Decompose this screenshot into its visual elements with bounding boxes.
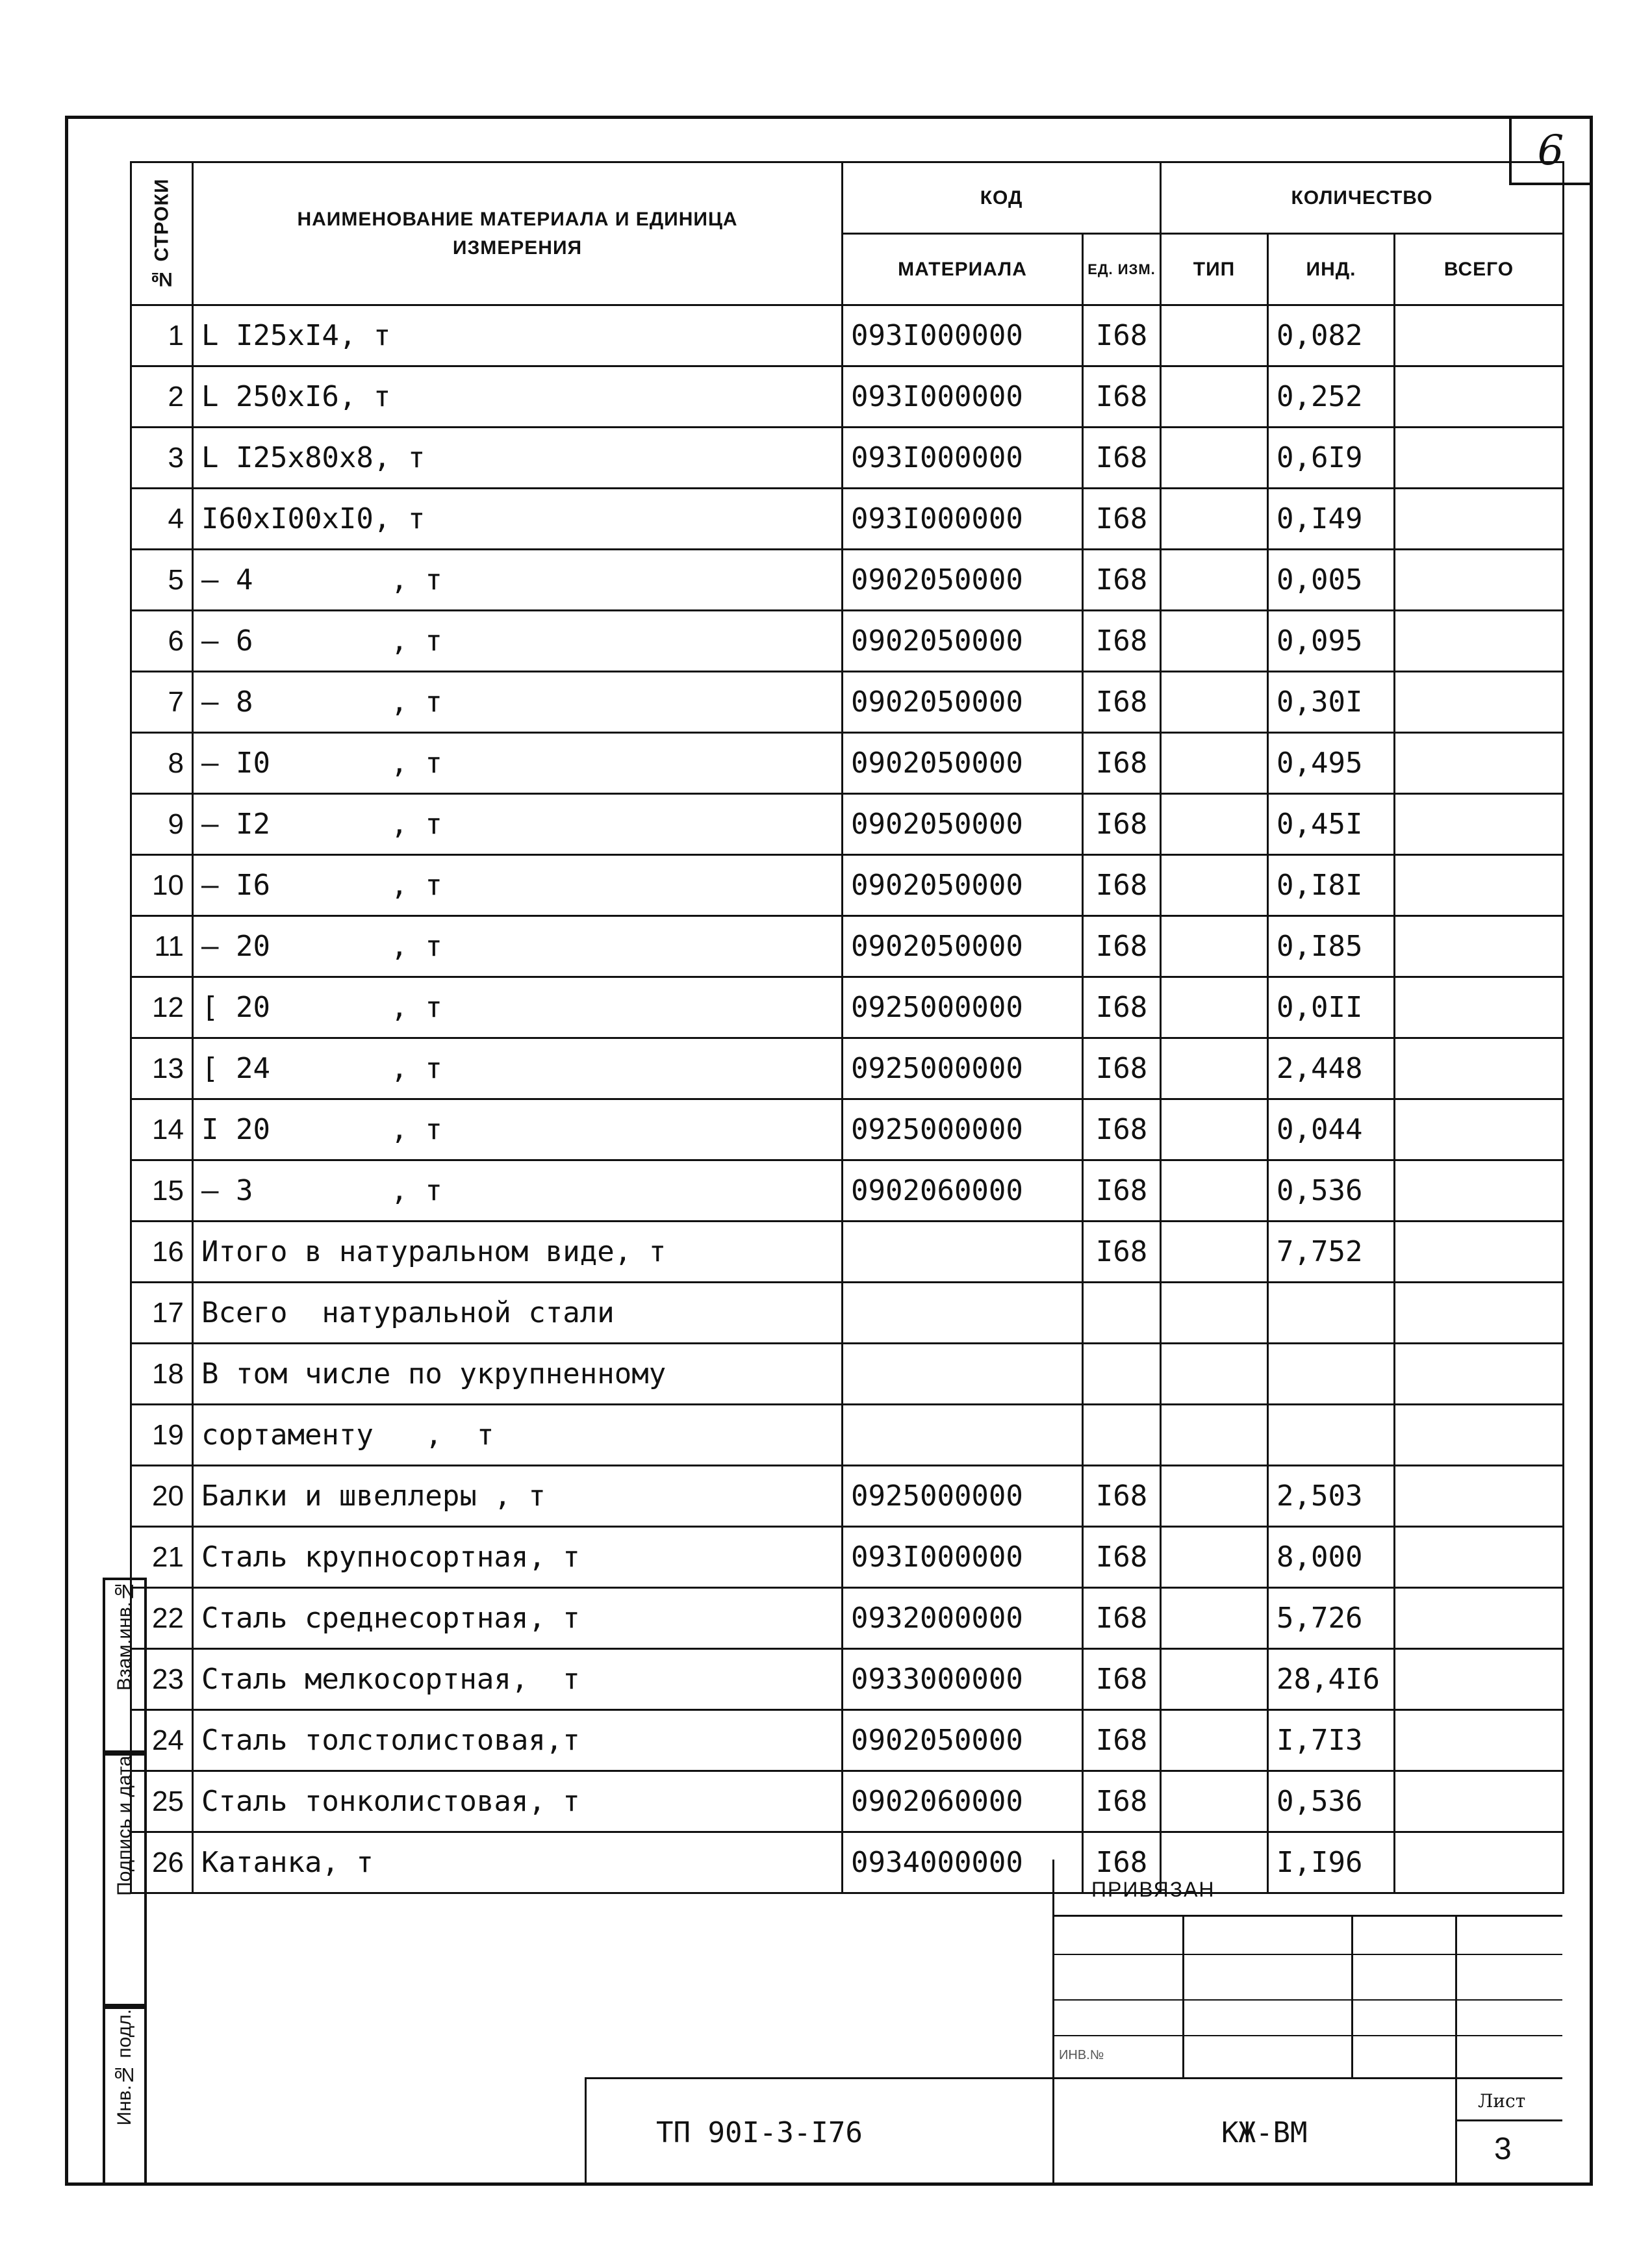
material-code: 0902060000	[843, 1160, 1083, 1222]
unit-code: I68	[1083, 1771, 1161, 1832]
material-name: – I0 , т	[193, 733, 843, 794]
side-label-inv-text: Инв.№ подл.	[114, 2009, 135, 2126]
qty-total	[1395, 794, 1564, 855]
table-row	[131, 1099, 1564, 1160]
unit-code: I68	[1083, 855, 1161, 916]
material-name: Катанка, т	[193, 1832, 843, 1893]
table-row	[131, 1771, 1564, 1832]
qty-type	[1161, 489, 1268, 550]
qty-ind: 0,082	[1268, 305, 1395, 366]
row-number: 1	[131, 305, 193, 366]
material-name: [ 24 , т	[193, 1038, 843, 1099]
qty-ind: 0,044	[1268, 1099, 1395, 1160]
table-row	[131, 1710, 1564, 1771]
header-code-unit: ЕД. ИЗМ.	[1083, 234, 1161, 305]
list-number: 3	[1494, 2132, 1512, 2166]
qty-ind: 8,000	[1268, 1527, 1395, 1588]
unit-code: I68	[1083, 428, 1161, 489]
material-name: I 20 , т	[193, 1099, 843, 1160]
qty-type	[1161, 1405, 1268, 1466]
material-name: В том числе по укрупненному	[193, 1344, 843, 1405]
side-label-vzam	[103, 1578, 147, 1753]
list-label: Лист	[1478, 2090, 1526, 2112]
qty-type	[1161, 1222, 1268, 1283]
qty-type	[1161, 916, 1268, 977]
qty-type	[1161, 1160, 1268, 1222]
unit-code: I68	[1083, 1588, 1161, 1649]
unit-code: I68	[1083, 672, 1161, 733]
qty-total	[1395, 550, 1564, 611]
material-code	[843, 1344, 1083, 1405]
row-number: 7	[131, 672, 193, 733]
material-code: 0934000000	[843, 1832, 1083, 1893]
material-code: 093I000000	[843, 428, 1083, 489]
row-number: 12	[131, 977, 193, 1038]
material-name: I60xI00xI0, т	[193, 489, 843, 550]
row-number: 26	[131, 1832, 193, 1893]
qty-total	[1395, 1466, 1564, 1527]
row-number: 6	[131, 611, 193, 672]
qty-type	[1161, 794, 1268, 855]
row-number: 24	[131, 1710, 193, 1771]
unit-code: I68	[1083, 1710, 1161, 1771]
material-code: 0925000000	[843, 1038, 1083, 1099]
material-code: 093I000000	[843, 489, 1083, 550]
material-code: 093I000000	[843, 366, 1083, 428]
material-name: – 3 , т	[193, 1160, 843, 1222]
qty-type	[1161, 1527, 1268, 1588]
document-mark: КЖ-ВМ	[1221, 2116, 1308, 2149]
table-row	[131, 1649, 1564, 1710]
header-rownum: № СТРОКИ	[131, 162, 193, 305]
qty-ind: I,7I3	[1268, 1710, 1395, 1771]
qty-type	[1161, 1466, 1268, 1527]
row-number: 25	[131, 1771, 193, 1832]
table-row	[131, 1222, 1564, 1283]
qty-total	[1395, 1527, 1564, 1588]
side-label-vzam-text: Взам.инв.№	[114, 1580, 135, 1691]
row-number: 3	[131, 428, 193, 489]
qty-ind: 0,30I	[1268, 672, 1395, 733]
unit-code: I68	[1083, 1466, 1161, 1527]
material-code	[843, 1405, 1083, 1466]
qty-total	[1395, 1099, 1564, 1160]
material-code: 0902050000	[843, 794, 1083, 855]
header-qty-group: КОЛИЧЕСТВО	[1161, 162, 1564, 234]
qty-total	[1395, 672, 1564, 733]
row-number: 9	[131, 794, 193, 855]
material-name: [ 20 , т	[193, 977, 843, 1038]
unit-code: I68	[1083, 611, 1161, 672]
qty-total	[1395, 1344, 1564, 1405]
material-name: – 4 , т	[193, 550, 843, 611]
material-name: – I2 , т	[193, 794, 843, 855]
qty-total	[1395, 1710, 1564, 1771]
row-number: 10	[131, 855, 193, 916]
row-number: 17	[131, 1283, 193, 1344]
table-row	[131, 1038, 1564, 1099]
material-code	[843, 1222, 1083, 1283]
qty-ind: 0,6I9	[1268, 428, 1395, 489]
material-code: 093I000000	[843, 1527, 1083, 1588]
inv-label: ИНВ.№	[1059, 2048, 1104, 2062]
row-number: 22	[131, 1588, 193, 1649]
material-name: Сталь толстолистовая,т	[193, 1710, 843, 1771]
row-number: 21	[131, 1527, 193, 1588]
qty-ind: 0,I85	[1268, 916, 1395, 977]
qty-ind	[1268, 1405, 1395, 1466]
row-number: 11	[131, 916, 193, 977]
row-number: 19	[131, 1405, 193, 1466]
material-code: 093I000000	[843, 305, 1083, 366]
qty-type	[1161, 1588, 1268, 1649]
unit-code: I68	[1083, 366, 1161, 428]
qty-total	[1395, 305, 1564, 366]
qty-type	[1161, 1649, 1268, 1710]
unit-code	[1083, 1283, 1161, 1344]
material-code	[843, 1283, 1083, 1344]
unit-code	[1083, 1344, 1161, 1405]
material-code: 0902050000	[843, 855, 1083, 916]
material-name: Сталь тонколистовая, т	[193, 1771, 843, 1832]
row-number: 2	[131, 366, 193, 428]
table-row	[131, 550, 1564, 611]
unit-code: I68	[1083, 1038, 1161, 1099]
qty-total	[1395, 1649, 1564, 1710]
qty-total	[1395, 916, 1564, 977]
header-qty-ind: ИНД.	[1268, 234, 1395, 305]
qty-type	[1161, 305, 1268, 366]
header-code-material: МАТЕРИАЛА	[843, 234, 1083, 305]
table-row	[131, 1527, 1564, 1588]
unit-code: I68	[1083, 1160, 1161, 1222]
unit-code: I68	[1083, 1649, 1161, 1710]
material-code: 0902050000	[843, 916, 1083, 977]
qty-total	[1395, 733, 1564, 794]
qty-ind: 0,45I	[1268, 794, 1395, 855]
table-row	[131, 305, 1564, 366]
unit-code	[1083, 1405, 1161, 1466]
privyazan-label: ПРИВЯЗАН	[1091, 1878, 1215, 1901]
table-row	[131, 1466, 1564, 1527]
qty-total	[1395, 1771, 1564, 1832]
qty-type	[1161, 550, 1268, 611]
qty-type	[1161, 1099, 1268, 1160]
header-qty-total: ВСЕГО	[1395, 234, 1564, 305]
unit-code: I68	[1083, 1527, 1161, 1588]
material-name: Всего натуральной стали	[193, 1283, 843, 1344]
title-block	[130, 1860, 1562, 2184]
qty-ind: 0,252	[1268, 366, 1395, 428]
material-name: – I6 , т	[193, 855, 843, 916]
material-name: сортаменту , т	[193, 1405, 843, 1466]
qty-ind: 0,095	[1268, 611, 1395, 672]
material-name: – 8 , т	[193, 672, 843, 733]
qty-type	[1161, 733, 1268, 794]
table-row	[131, 672, 1564, 733]
unit-code: I68	[1083, 305, 1161, 366]
qty-type	[1161, 1710, 1268, 1771]
qty-total	[1395, 1283, 1564, 1344]
material-name: Сталь мелкосортная, т	[193, 1649, 843, 1710]
document-code: ТП 90I-3-I76	[656, 2116, 863, 2149]
header-code-group: КОД	[843, 162, 1161, 234]
qty-total	[1395, 1038, 1564, 1099]
material-name: Балки и швеллеры , т	[193, 1466, 843, 1527]
qty-type	[1161, 611, 1268, 672]
qty-total	[1395, 1160, 1564, 1222]
unit-code: I68	[1083, 1222, 1161, 1283]
material-name: – 6 , т	[193, 611, 843, 672]
material-code: 0925000000	[843, 1099, 1083, 1160]
material-code: 0902050000	[843, 672, 1083, 733]
material-name: – 20 , т	[193, 916, 843, 977]
material-name: L 250xI6, т	[193, 366, 843, 428]
materials-table	[130, 161, 1564, 1894]
table-row	[131, 1405, 1564, 1466]
material-code: 0902060000	[843, 1771, 1083, 1832]
qty-total	[1395, 1222, 1564, 1283]
qty-ind: 0,0II	[1268, 977, 1395, 1038]
material-name: Итого в натуральном виде, т	[193, 1222, 843, 1283]
unit-code: I68	[1083, 1099, 1161, 1160]
sheet-corner-number: 6	[1509, 119, 1590, 185]
table-row	[131, 428, 1564, 489]
side-label-podpis-text: Подпись и дата	[114, 1756, 135, 1896]
table-row	[131, 1160, 1564, 1222]
qty-type	[1161, 1344, 1268, 1405]
row-number: 14	[131, 1099, 193, 1160]
header-name: НАИМЕНОВАНИЕ МАТЕРИАЛА И ЕДИНИЦА ИЗМЕРЕНИЯ	[193, 162, 843, 305]
material-code: 0925000000	[843, 977, 1083, 1038]
qty-ind: 2,503	[1268, 1466, 1395, 1527]
qty-ind: 2,448	[1268, 1038, 1395, 1099]
material-code: 0925000000	[843, 1466, 1083, 1527]
qty-total	[1395, 1405, 1564, 1466]
table-row	[131, 1588, 1564, 1649]
table-row	[131, 1283, 1564, 1344]
unit-code: I68	[1083, 916, 1161, 977]
qty-type	[1161, 977, 1268, 1038]
qty-type	[1161, 672, 1268, 733]
unit-code: I68	[1083, 550, 1161, 611]
table-row	[131, 855, 1564, 916]
material-code: 0902050000	[843, 1710, 1083, 1771]
qty-ind: 28,4I6	[1268, 1649, 1395, 1710]
qty-type	[1161, 1771, 1268, 1832]
table-row	[131, 611, 1564, 672]
qty-ind: I,I96	[1268, 1832, 1395, 1893]
unit-code: I68	[1083, 489, 1161, 550]
header-qty-type: ТИП	[1161, 234, 1268, 305]
row-number: 18	[131, 1344, 193, 1405]
material-name: L I25xI4, т	[193, 305, 843, 366]
row-number: 4	[131, 489, 193, 550]
row-number: 15	[131, 1160, 193, 1222]
row-number: 13	[131, 1038, 193, 1099]
row-number: 8	[131, 733, 193, 794]
material-name: Сталь крупносортная, т	[193, 1527, 843, 1588]
qty-total	[1395, 366, 1564, 428]
qty-ind: 0,I49	[1268, 489, 1395, 550]
table-row	[131, 916, 1564, 977]
material-code: 0902050000	[843, 733, 1083, 794]
unit-code: I68	[1083, 733, 1161, 794]
material-name: Сталь среднесортная, т	[193, 1588, 843, 1649]
unit-code: I68	[1083, 794, 1161, 855]
table-row	[131, 1344, 1564, 1405]
material-code: 0932000000	[843, 1588, 1083, 1649]
qty-ind: 0,005	[1268, 550, 1395, 611]
qty-total	[1395, 977, 1564, 1038]
table-row	[131, 489, 1564, 550]
qty-type	[1161, 428, 1268, 489]
table-row	[131, 366, 1564, 428]
qty-ind: 0,I8I	[1268, 855, 1395, 916]
table-row	[131, 733, 1564, 794]
material-code: 0902050000	[843, 611, 1083, 672]
table-row	[131, 794, 1564, 855]
qty-total	[1395, 1588, 1564, 1649]
qty-type	[1161, 366, 1268, 428]
qty-ind: 0,495	[1268, 733, 1395, 794]
qty-type	[1161, 1038, 1268, 1099]
qty-ind: 0,536	[1268, 1771, 1395, 1832]
unit-code: I68	[1083, 1832, 1161, 1893]
row-number: 16	[131, 1222, 193, 1283]
qty-type	[1161, 855, 1268, 916]
row-number: 23	[131, 1649, 193, 1710]
row-number: 5	[131, 550, 193, 611]
qty-ind	[1268, 1344, 1395, 1405]
material-name: L I25x80x8, т	[193, 428, 843, 489]
row-number: 20	[131, 1466, 193, 1527]
qty-total	[1395, 489, 1564, 550]
qty-total	[1395, 428, 1564, 489]
table-row	[131, 977, 1564, 1038]
qty-type	[1161, 1283, 1268, 1344]
qty-ind	[1268, 1283, 1395, 1344]
material-code: 0933000000	[843, 1649, 1083, 1710]
material-code: 0902050000	[843, 550, 1083, 611]
qty-ind: 7,752	[1268, 1222, 1395, 1283]
qty-total	[1395, 855, 1564, 916]
qty-total	[1395, 611, 1564, 672]
qty-ind: 5,726	[1268, 1588, 1395, 1649]
unit-code: I68	[1083, 977, 1161, 1038]
qty-ind: 0,536	[1268, 1160, 1395, 1222]
